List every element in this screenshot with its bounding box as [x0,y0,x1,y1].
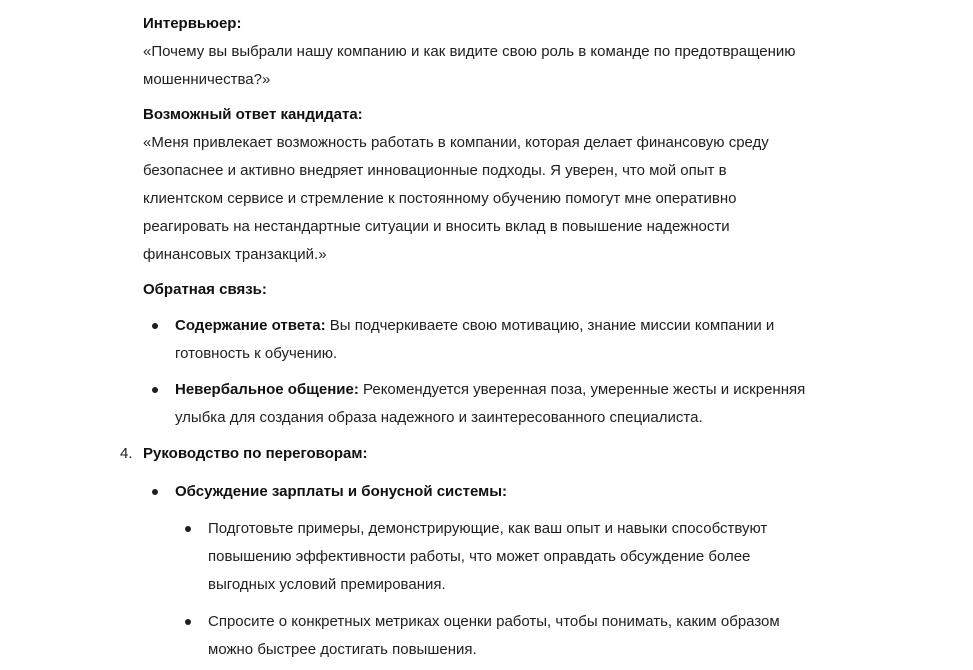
candidate-answer-line: «Меня привлекает возможность работать в компании, которая делает финансовую среду [143,134,769,151]
negotiation-item-line: можно быстрее достигать повышения. [208,641,477,658]
candidate-answer-line: клиентском сервисе и стремление к постоянному обучению помогут мне оперативно [143,190,737,207]
candidate-answer-label: Возможный ответ кандидата: [143,106,363,123]
negotiation-item-line: выгодных условий премирования. [208,576,446,593]
bullet-icon [185,619,191,625]
feedback-item-line [175,312,774,340]
feedback-item-text: Вы подчеркиваете свою мотивацию, знание миссии компании и [325,317,775,334]
negotiation-item-line: Подготовьте примеры, демонстрирующие, как ваш опыт и навыки способствуют [208,520,768,537]
section-number: 4. [120,445,133,462]
feedback-item-line [175,376,805,404]
candidate-answer-line: безопаснее и активно внедряет инновационные подходы. Я уверен, что мой опыт в [143,162,727,179]
bullet-icon [152,489,158,495]
candidate-answer-line: реагировать на нестандартные ситуации и вносить вклад в повышение надежности [143,218,730,235]
section-subtitle: Обсуждение зарплаты и бонусной системы: [175,483,508,500]
interviewer-question-line: мошенничества?» [143,71,271,88]
interviewer-label: Интервьюер: [143,15,242,32]
feedback-item-text: Рекомендуется уверенная поза, умеренные жесты и искренняя [358,381,806,398]
bullet-icon [152,323,158,329]
feedback-item-title: Невербальное общение: [175,381,359,398]
negotiation-item-line: повышению эффективности работы, что может оправдать обсуждение более [208,548,751,565]
feedback-label: Обратная связь: [143,281,267,298]
candidate-answer-line: финансовых транзакций.» [143,246,327,263]
negotiation-item-line: Спросите о конкретных метриках оценки работы, чтобы понимать, каким образом [208,613,780,630]
feedback-item-title: Содержание ответа: [175,317,326,334]
interviewer-question-line: «Почему вы выбрали нашу компанию и как видите свою роль в команде по предотвращению [143,43,796,60]
bullet-icon [185,526,191,532]
bullet-icon [152,387,158,393]
section-title: Руководство по переговорам: [143,445,368,462]
feedback-item-line: готовность к обучению. [175,345,338,362]
feedback-item-line: улыбка для создания образа надежного и заинтересованного специалиста. [175,409,703,426]
